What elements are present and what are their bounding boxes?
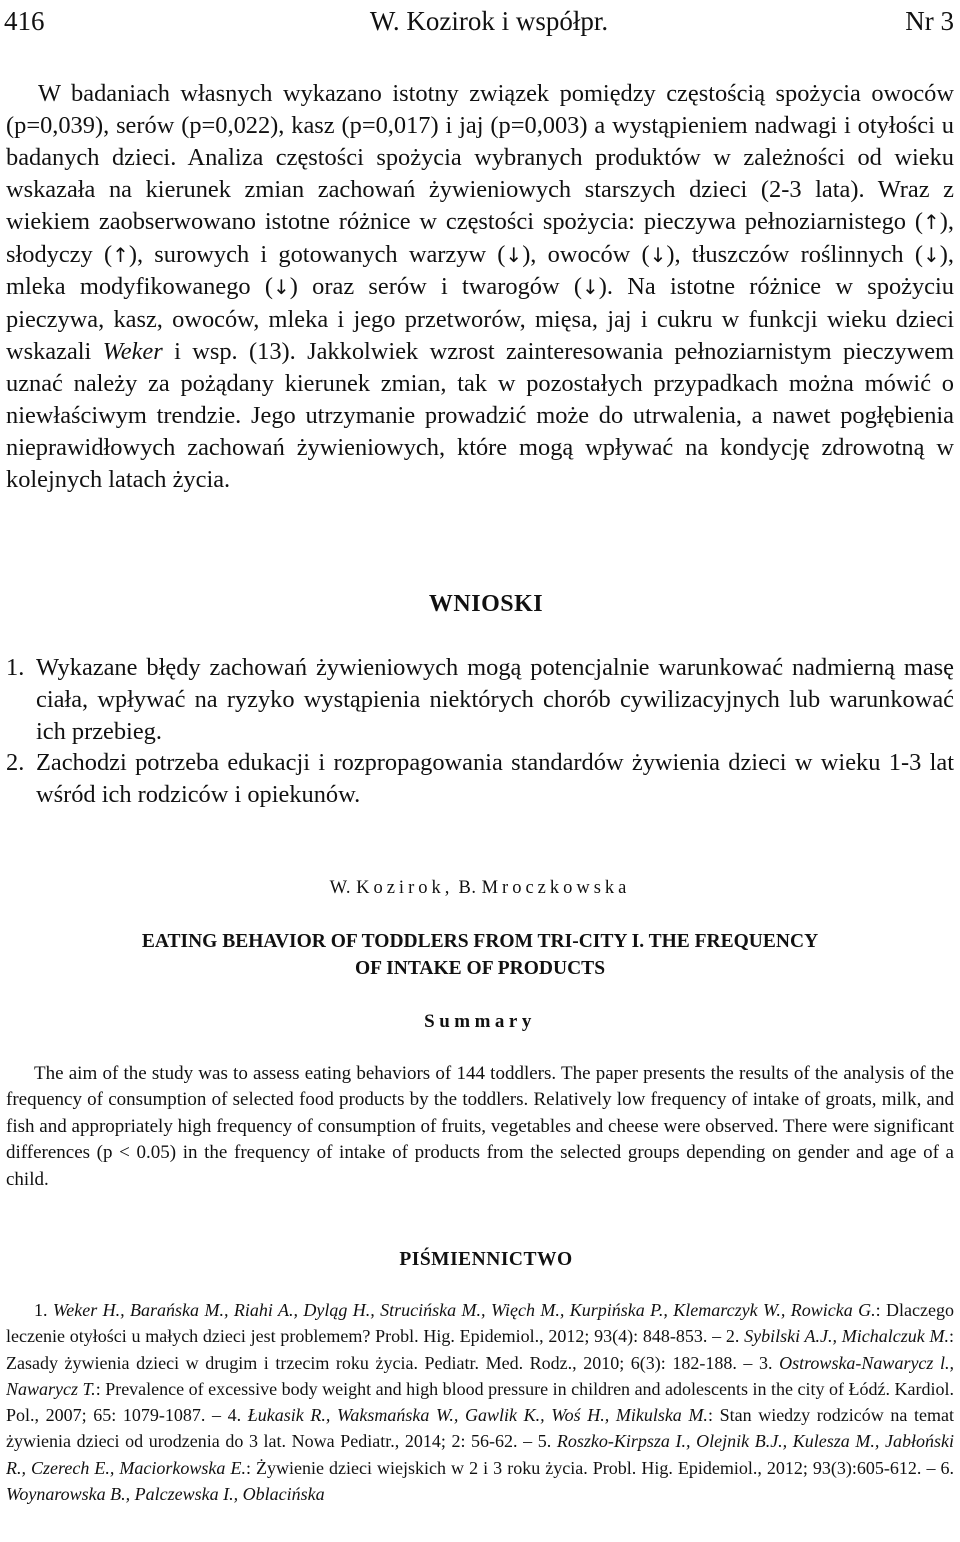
- text-run: ), tłuszczów roślinnych (: [666, 240, 923, 268]
- reference-authors: Woynarowska B., Palczewska I., Oblacińska: [6, 1484, 325, 1505]
- running-header: [4, 4, 954, 38]
- arrow-down-icon: ↓: [581, 275, 599, 300]
- english-authors: [0, 875, 960, 901]
- author-surname: Kozirok,: [356, 878, 454, 898]
- text-run: ), mleka modyfikowanego (: [6, 240, 954, 301]
- arrow-up-icon: ↑: [923, 209, 940, 234]
- item-number: 1.: [6, 654, 25, 681]
- references-heading: PIŚMIENNICTWO: [399, 1249, 573, 1270]
- page-number: 416: [4, 6, 45, 36]
- conclusions-list: [6, 652, 954, 811]
- list-item: [6, 747, 954, 811]
- reference-authors: Ostrowska-Nawarycz l., Nawarycz T.: [6, 1352, 954, 1399]
- cited-author: Weker: [102, 338, 163, 366]
- reference-authors: Roszko-Kirpsza I., Olejnik B.J., Kulesza M., Jabłoński R., Czerech E., Maciorkowska E.: [6, 1431, 954, 1478]
- title-line: EATING BEHAVIOR OF TODDLERS FROM TRI-CITY I. THE FREQUENCY: [141, 931, 819, 952]
- reference-number: 6.: [940, 1457, 954, 1478]
- conclusions-heading: WNIOSKI: [428, 591, 544, 617]
- text-run: ), owoców (: [522, 240, 650, 268]
- arrow-down-icon: ↓: [273, 275, 290, 300]
- author-initial: B.: [458, 878, 477, 898]
- item-text: Wykazane błędy zachowań żywieniowych mogą potencjalnie warunkować nadmierną masę ciała, wpływać na ryzyko wystąpienia niektórych chorób cywilizacyjnych lub warunkować ich przebieg.: [36, 654, 954, 745]
- reference-text: : Dlaczego leczenie otyłości u małych dzieci jest problemem? Probl. Hig. Epidemiol., 2012; 93(4): 848-853. –: [6, 1300, 954, 1347]
- running-title: W. Kozirok i współpr.: [369, 6, 609, 36]
- text-run: ), słodyczy (: [6, 207, 954, 268]
- reference-text: : Zasady żywienia dzieci w drugim i trzecim roku życia. Pediatr. Med. Rodz., 2010; 6(3): 182-188. –: [6, 1326, 954, 1373]
- arrow-up-icon: ↑: [112, 242, 129, 267]
- text-run: i wsp. (13). Jakkolwiek wzrost zainteresowania pełnoziarnistym pieczywem uznać należy za pożądany kierunek zmian, tak w pozostałych przypadkach można mówić o niewłaściwym trendzie. Jego utrzymanie prowadzić może do utrwalenia, a nawet pogłębienia nieprawidłowych zachowań żywieniowych, które mogą wpływać na kondycję zdrowotną w kolejnych latach życia.: [6, 338, 954, 493]
- issue-number: Nr 3: [905, 6, 954, 36]
- item-number: 2.: [6, 749, 25, 777]
- reference-authors: Weker H., Barańska M., Riahi A., Dyląg H., Strucińska M., Więch M., Kurpińska P., Klemarczyk W., Rowicka G.: [52, 1300, 876, 1320]
- text-run: ). Na istotne różnice w spożyciu pieczywa, kasz, owoców, mleka i jego przetworów, mięsa, jaj i cukru w funkcji wieku dzieci wskazali: [6, 273, 954, 366]
- discussion-paragraph: [6, 78, 954, 496]
- reference-authors: Łukasik R., Waksmańska W., Gawlik K., Woś H., Mikulska M.: [247, 1405, 708, 1426]
- summary-heading: Summary: [424, 1011, 536, 1032]
- reference-text: : Prevalence of excessive body weight and high blood pressure in children and adolescents in the city of Łódź. Kardiol. Pol., 2007; 65: 1079-1087. –: [6, 1378, 954, 1426]
- text-run: ), surowych i gotowanych warzyw (: [128, 240, 506, 268]
- arrow-down-icon: ↓: [649, 242, 667, 267]
- text-run: W badaniach własnych wykazano istotny związek pomiędzy częstością spożycia owoców (p=0,039), serów (p=0,022), kasz (p=0,017) i jaj (p=0,003) a wystąpieniem nadwagi i otyłości u badanych dzieci. Analiza częstości spożycia wybranych produktów w zależności od wieku wskazała na kierunek zmian zachowań żywieniowych starszych dzieci (2-3 lata). Wraz z wiekiem zaobserwowano istotne różnice w częstości spożycia: pieczywa pełnoziarnistego (: [6, 80, 954, 235]
- references-list: [6, 1297, 954, 1533]
- text-run: ) oraz serów i twarogów (: [289, 273, 582, 301]
- item-text: Zachodzi potrzeba edukacji i rozpropagowania standardów żywienia dzieci w wieku 1-3 lat wśród ich rodziców i opiekunów.: [36, 749, 954, 809]
- english-title: [0, 928, 960, 982]
- list-item: [6, 652, 954, 747]
- reference-number: 5.: [537, 1431, 552, 1452]
- reference-number: 2.: [725, 1326, 740, 1347]
- arrow-down-icon: ↓: [505, 242, 523, 267]
- arrow-down-icon: ↓: [923, 242, 940, 267]
- author-surname: Mroczkowska: [481, 878, 631, 898]
- summary-paragraph: The aim of the study was to assess eating behaviors of 144 toddlers. The paper presents the results of the analysis of the frequency of consumption of selected food products by the toddlers. Relatively low frequency of intake of groats, milk, and fish and appropriately high frequency of consumption of fruits, vegetables and cheese were observed. There were significant differences (p < 0.05) in the frequency of intake of products from the selected groups depending on gender and age of a child.: [6, 1063, 954, 1190]
- reference-text: : Stan wiedzy rodziców na temat żywienia dzieci od urodzenia do 3 lat. Nowa Pediatr., 2014; 2: 56-62. –: [6, 1405, 954, 1452]
- reference-number: 1.: [34, 1300, 48, 1320]
- reference-authors: Sybilski A.J., Michalczuk M.: [744, 1326, 949, 1347]
- author-initial: W.: [329, 878, 351, 898]
- reference-number: 4.: [227, 1405, 242, 1426]
- title-line: OF INTAKE OF PRODUCTS: [354, 958, 606, 979]
- reference-text: : Żywienie dzieci wiejskich w 2 i 3 roku życia. Probl. Hig. Epidemiol., 2012; 93(3):605-612. –: [245, 1457, 941, 1478]
- reference-number: 3.: [759, 1352, 773, 1373]
